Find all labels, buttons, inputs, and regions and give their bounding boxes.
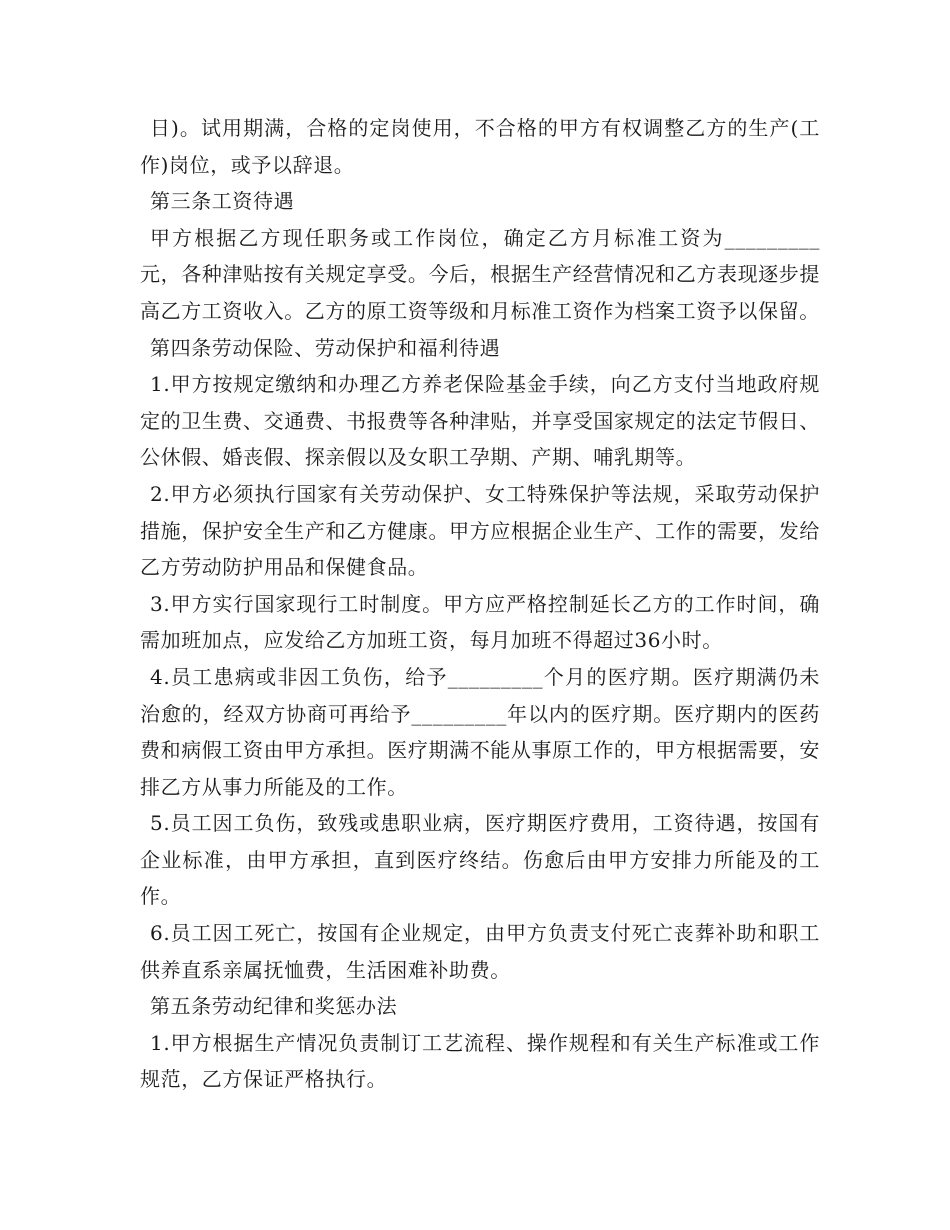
- heading-article-5-discipline: 第五条劳动纪律和奖惩办法: [150, 994, 398, 1019]
- clause-4-3-working-hours: 3.甲方实行国家现行工时制度。甲方应严格控制延长乙方的工作时间，确需加班加点，应发给乙方加班工资，每月加班不得超过36小时。: [140, 591, 820, 653]
- clause-4-2-labor-protection: 2.甲方必须执行国家有关劳动保护、女工特殊保护等法规，采取劳动保护措施，保护安全生产和乙方健康。甲方应根据企业生产、工作的需要，发给乙方劳动防护用品和保健食品。: [140, 481, 820, 580]
- clause-4-4-medical-period: 4.员工患病或非因工负伤，给予_________个月的医疗期。医疗期满仍未治愈的，经双方协商可再给予_________年以内的医疗期。医疗期内的医药费和病假工资由甲方承担。医疗期满不能从事原工作的，甲方根据需要，安排乙方从事力所能及的工作。: [140, 664, 820, 799]
- paragraph-wage-standard: 甲方根据乙方现任职务或工作岗位，确定乙方月标准工资为_________元，各种津贴按有关规定享受。今后，根据生产经营情况和乙方表现逐步提高乙方工资收入。乙方的原工资等级和月标准工资作为档案工资予以保留。: [140, 225, 820, 323]
- clause-5-1-procedures: 1.甲方根据生产情况负责制订工艺流程、操作规程和有关生产标准或工作规范，乙方保证严格执行。: [140, 1030, 820, 1092]
- clause-4-5-work-injury: 5.员工因工负伤，致残或患职业病，医疗期医疗费用，工资待遇，按国有企业标准，由甲方承担，直到医疗终结。伤愈后由甲方安排力所能及的工作。: [140, 811, 820, 909]
- document-body: [140, 110, 820, 1098]
- clause-4-1-pension: 1.甲方按规定缴纳和办理乙方养老保险基金手续，向乙方支付当地政府规定的卫生费、交通费、书报费等各种津贴，并享受国家规定的法定节假日、公休假、婚丧假、探亲假以及女职工孕期、产期、哺乳期等。: [140, 372, 820, 470]
- paragraph-probation-end: 日)。试用期满，合格的定岗使用，不合格的甲方有权调整乙方的生产(工作)岗位，或予以辞退。: [140, 116, 820, 177]
- clause-4-6-work-death: 6.员工因工死亡，按国有企业规定，由甲方负责支付死亡丧葬补助和职工供养直系亲属抚恤费，生活困难补助费。: [140, 921, 820, 982]
- heading-article-3-wages: 第三条工资待遇: [150, 189, 295, 214]
- heading-article-4-insurance: 第四条劳动保险、劳动保护和福利待遇: [150, 335, 501, 360]
